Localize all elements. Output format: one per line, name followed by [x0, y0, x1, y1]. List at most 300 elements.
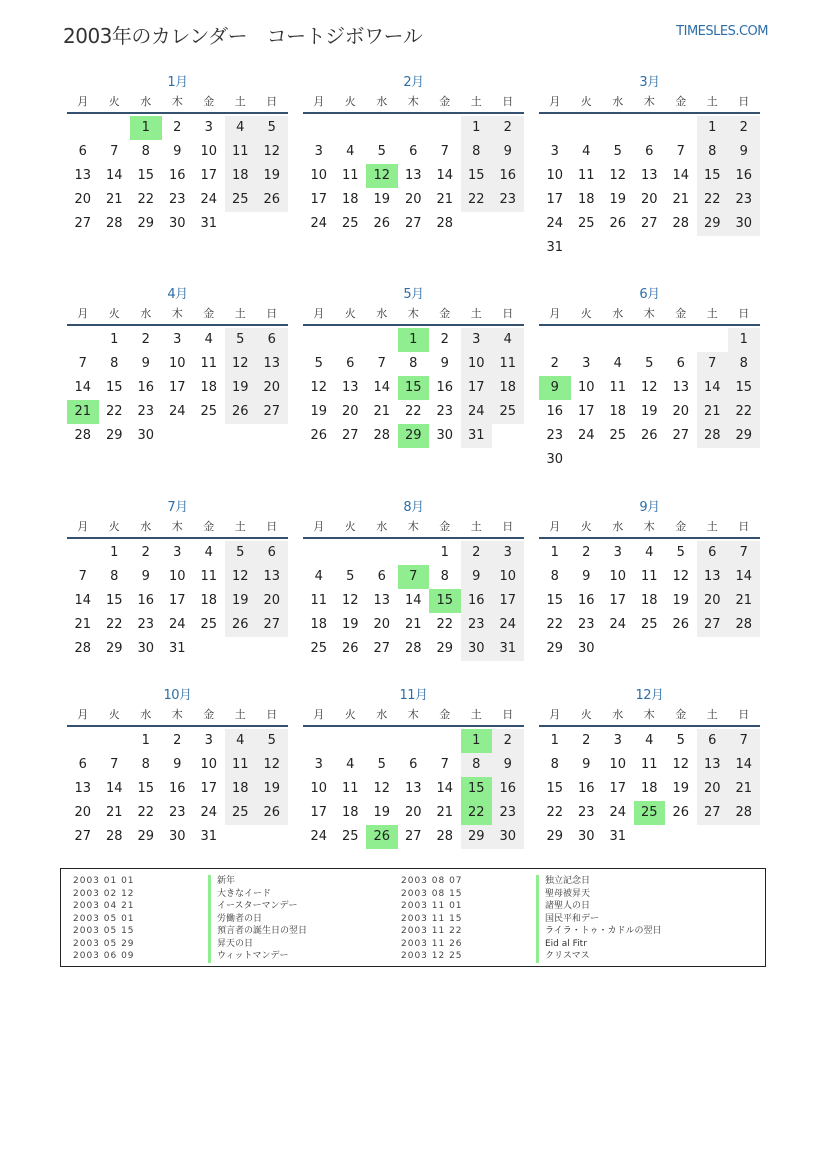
weekday-label: 土 [234, 708, 246, 721]
day-cell: 30 [137, 641, 155, 656]
day-grid [303, 541, 524, 661]
empty-cell [67, 541, 99, 565]
day-cell: 27 [373, 641, 391, 656]
holiday-date: 2003 06 09 [73, 951, 135, 961]
weekday-label: 日 [266, 95, 278, 108]
weekday-label: 月 [77, 708, 89, 721]
day-cell: 11 [310, 593, 328, 608]
empty-cell [366, 328, 398, 352]
weekday-label: 水 [376, 307, 388, 320]
day-cell: 20 [672, 404, 690, 419]
empty-cell [665, 328, 697, 352]
day-cell: 3 [492, 541, 524, 565]
day-cell: 2 [582, 733, 591, 748]
day-cell: 25 [200, 617, 218, 632]
month-calendar [539, 286, 760, 472]
day-cell: 19 [672, 593, 690, 608]
empty-cell [335, 328, 367, 352]
day-cell: 31 [168, 641, 186, 656]
day-cell: 26 [225, 613, 257, 637]
day-cell: 27 [640, 216, 658, 231]
empty-cell [99, 729, 131, 753]
day-cell: 23 [137, 404, 155, 419]
weekday-header [303, 517, 524, 539]
day-cell: 21 [728, 589, 760, 613]
weekday-label: 日 [738, 520, 750, 533]
day-cell: 5 [613, 144, 622, 159]
holiday-date: 2003 02 12 [73, 888, 135, 899]
day-cell: 18 [492, 376, 524, 400]
empty-cell [67, 729, 99, 753]
empty-cell [571, 116, 603, 140]
day-cell: 3 [461, 328, 493, 352]
day-cell: 1 [728, 328, 760, 352]
weekday-label: 水 [140, 708, 152, 721]
day-cell: 23 [546, 428, 564, 443]
day-cell: 24 [461, 400, 493, 424]
day-cell: 23 [461, 613, 493, 637]
day-cell: 4 [346, 757, 355, 772]
day-cell: 1 [110, 545, 119, 560]
empty-cell [429, 729, 461, 753]
holiday-day-cell: 21 [67, 400, 99, 424]
day-cell: 14 [373, 380, 391, 395]
day-cell: 20 [404, 805, 422, 820]
day-cell: 29 [546, 641, 564, 656]
weekday-label: 水 [140, 307, 152, 320]
day-cell: 15 [546, 593, 564, 608]
weekday-label: 日 [266, 520, 278, 533]
day-cell: 16 [577, 781, 595, 796]
holiday-legend-dates-right [401, 875, 463, 963]
day-cell: 17 [577, 404, 595, 419]
weekday-label: 金 [675, 307, 687, 320]
day-cell: 1 [110, 332, 119, 347]
month-calendar [303, 499, 524, 661]
day-cell: 12 [609, 168, 627, 183]
day-cell: 8 [461, 753, 493, 777]
day-cell: 30 [728, 212, 760, 236]
weekday-label: 月 [313, 307, 325, 320]
day-cell: 5 [225, 541, 257, 565]
weekday-label: 木 [171, 708, 183, 721]
day-cell: 27 [697, 801, 729, 825]
holiday-day-cell: 22 [461, 801, 493, 825]
weekday-label: 木 [407, 307, 419, 320]
day-cell: 7 [377, 356, 386, 371]
day-cell: 9 [141, 569, 150, 584]
weekday-header [67, 517, 288, 539]
holiday-date: 2003 11 22 [401, 926, 463, 936]
day-cell: 17 [310, 192, 328, 207]
day-cell: 22 [105, 617, 123, 632]
day-cell: 16 [137, 593, 155, 608]
day-cell: 21 [404, 617, 422, 632]
day-cell: 18 [200, 593, 218, 608]
day-cell: 27 [256, 613, 288, 637]
weekday-label: 土 [470, 95, 482, 108]
month-calendar [67, 687, 288, 849]
day-cell: 22 [404, 404, 422, 419]
day-cell: 17 [200, 781, 218, 796]
day-cell: 9 [461, 565, 493, 589]
empty-cell [303, 729, 335, 753]
day-cell: 24 [609, 805, 627, 820]
day-cell: 3 [173, 332, 182, 347]
day-cell: 5 [377, 144, 386, 159]
day-cell: 8 [550, 757, 559, 772]
month-name: 4月 [167, 287, 188, 302]
day-cell: 13 [672, 380, 690, 395]
day-cell: 7 [728, 541, 760, 565]
day-cell: 7 [440, 757, 449, 772]
day-cell: 17 [168, 593, 186, 608]
day-cell: 26 [341, 641, 359, 656]
weekday-label: 土 [706, 520, 718, 533]
day-cell: 4 [613, 356, 622, 371]
day-cell: 15 [105, 593, 123, 608]
day-cell: 20 [74, 805, 92, 820]
empty-cell [429, 116, 461, 140]
month-name: 6月 [639, 287, 660, 302]
empty-cell [366, 541, 398, 565]
day-cell: 19 [609, 192, 627, 207]
day-cell: 25 [200, 404, 218, 419]
day-cell: 30 [137, 428, 155, 443]
day-cell: 6 [256, 328, 288, 352]
day-cell: 5 [256, 116, 288, 140]
day-cell: 28 [436, 216, 454, 231]
day-cell: 25 [492, 400, 524, 424]
day-cell: 25 [341, 829, 359, 844]
day-cell: 6 [256, 541, 288, 565]
day-cell: 24 [492, 613, 524, 637]
weekday-label: 火 [108, 708, 120, 721]
day-cell: 23 [577, 805, 595, 820]
day-cell: 30 [461, 637, 493, 661]
day-cell: 4 [346, 144, 355, 159]
day-cell: 20 [404, 192, 422, 207]
day-cell: 18 [640, 593, 658, 608]
month-calendar [303, 286, 524, 448]
day-cell: 27 [341, 428, 359, 443]
holiday-name: 大きなイード [208, 888, 307, 901]
day-cell: 27 [74, 829, 92, 844]
month-calendar [67, 499, 288, 661]
month-calendar [539, 74, 760, 260]
day-cell: 13 [74, 168, 92, 183]
day-cell: 17 [546, 192, 564, 207]
day-cell: 22 [436, 617, 454, 632]
weekday-label: 土 [706, 708, 718, 721]
day-cell: 8 [697, 140, 729, 164]
day-cell: 2 [728, 116, 760, 140]
day-cell: 26 [310, 428, 328, 443]
day-cell: 28 [728, 613, 760, 637]
weekday-label: 金 [439, 708, 451, 721]
day-cell: 14 [404, 593, 422, 608]
day-cell: 14 [436, 781, 454, 796]
weekday-label: 水 [612, 520, 624, 533]
empty-cell [571, 328, 603, 352]
day-cell: 19 [225, 589, 257, 613]
day-cell: 31 [609, 829, 627, 844]
month-name: 3月 [639, 75, 660, 90]
weekday-header [67, 304, 288, 326]
day-cell: 22 [728, 400, 760, 424]
day-cell: 25 [225, 801, 257, 825]
day-cell: 31 [492, 637, 524, 661]
day-cell: 23 [168, 805, 186, 820]
day-cell: 21 [436, 805, 454, 820]
month-name: 9月 [639, 500, 660, 515]
day-cell: 20 [74, 192, 92, 207]
day-cell: 12 [256, 753, 288, 777]
day-cell: 29 [546, 829, 564, 844]
weekday-label: 月 [313, 520, 325, 533]
day-cell: 22 [697, 188, 729, 212]
day-cell: 14 [728, 753, 760, 777]
holiday-day-cell: 15 [429, 589, 461, 613]
day-grid [539, 116, 760, 260]
holiday-date: 2003 12 25 [401, 951, 463, 961]
day-cell: 16 [577, 593, 595, 608]
month-calendar [539, 499, 760, 661]
day-cell: 9 [492, 140, 524, 164]
weekday-label: 火 [344, 307, 356, 320]
weekday-label: 日 [738, 95, 750, 108]
day-cell: 15 [137, 168, 155, 183]
weekday-label: 月 [549, 95, 561, 108]
weekday-label: 火 [580, 708, 592, 721]
holiday-date: 2003 11 01 [401, 901, 463, 911]
month-calendar [67, 286, 288, 448]
day-cell: 29 [105, 641, 123, 656]
day-cell: 4 [225, 116, 257, 140]
day-cell: 7 [78, 569, 87, 584]
weekday-label: 日 [502, 520, 514, 533]
weekday-header [539, 705, 760, 727]
day-cell: 25 [310, 641, 328, 656]
day-cell: 29 [105, 428, 123, 443]
empty-cell [602, 116, 634, 140]
day-cell: 15 [137, 781, 155, 796]
day-cell: 12 [256, 140, 288, 164]
day-cell: 30 [168, 216, 186, 231]
day-cell: 17 [200, 168, 218, 183]
day-cell: 8 [409, 356, 418, 371]
day-cell: 4 [314, 569, 323, 584]
day-cell: 12 [640, 380, 658, 395]
day-cell: 29 [436, 641, 454, 656]
day-cell: 4 [225, 729, 257, 753]
day-cell: 23 [492, 801, 524, 825]
day-cell: 12 [373, 781, 391, 796]
day-cell: 12 [310, 380, 328, 395]
day-cell: 2 [461, 541, 493, 565]
day-cell: 9 [582, 569, 591, 584]
day-cell: 21 [373, 404, 391, 419]
day-cell: 5 [377, 757, 386, 772]
day-cell: 26 [256, 188, 288, 212]
day-cell: 15 [105, 380, 123, 395]
day-cell: 20 [373, 617, 391, 632]
day-cell: 21 [672, 192, 690, 207]
page-title: 2003年のカレンダー コートジボワール [63, 24, 423, 48]
day-cell: 14 [728, 565, 760, 589]
day-cell: 27 [256, 400, 288, 424]
weekday-label: 月 [77, 520, 89, 533]
day-cell: 19 [672, 781, 690, 796]
day-cell: 28 [404, 641, 422, 656]
holiday-date: 2003 01 01 [73, 876, 135, 886]
day-cell: 10 [577, 380, 595, 395]
day-cell: 25 [225, 188, 257, 212]
empty-cell [539, 328, 571, 352]
day-cell: 19 [225, 376, 257, 400]
day-cell: 10 [168, 569, 186, 584]
holiday-legend-names-left [208, 875, 307, 963]
weekday-label: 土 [470, 708, 482, 721]
day-cell: 20 [341, 404, 359, 419]
day-cell: 10 [310, 781, 328, 796]
day-cell: 24 [200, 192, 218, 207]
day-cell: 21 [697, 400, 729, 424]
day-cell: 25 [640, 617, 658, 632]
weekday-label: 日 [266, 708, 278, 721]
day-cell: 22 [546, 805, 564, 820]
empty-cell [602, 328, 634, 352]
day-cell: 11 [577, 168, 595, 183]
day-cell: 18 [640, 781, 658, 796]
day-cell: 6 [645, 144, 654, 159]
holiday-name: クリスマス [536, 950, 662, 963]
day-cell: 23 [577, 617, 595, 632]
day-cell: 6 [409, 144, 418, 159]
weekday-label: 火 [108, 307, 120, 320]
empty-cell [303, 541, 335, 565]
day-cell: 1 [440, 545, 449, 560]
day-cell: 21 [74, 617, 92, 632]
weekday-label: 火 [108, 95, 120, 108]
weekday-label: 日 [502, 708, 514, 721]
day-cell: 1 [141, 733, 150, 748]
day-cell: 26 [225, 400, 257, 424]
day-cell: 8 [110, 569, 119, 584]
day-cell: 3 [314, 144, 323, 159]
weekday-label: 火 [344, 520, 356, 533]
day-cell: 17 [168, 380, 186, 395]
weekday-label: 木 [643, 520, 655, 533]
day-cell: 21 [105, 805, 123, 820]
day-cell: 29 [697, 212, 729, 236]
empty-cell [634, 116, 666, 140]
weekday-label: 木 [643, 708, 655, 721]
day-cell: 10 [200, 757, 218, 772]
day-cell: 27 [404, 829, 422, 844]
day-cell: 6 [346, 356, 355, 371]
weekday-label: 木 [171, 95, 183, 108]
day-cell: 14 [105, 781, 123, 796]
weekday-label: 金 [203, 708, 215, 721]
day-cell: 7 [110, 144, 119, 159]
weekday-label: 金 [439, 520, 451, 533]
holiday-name: 国民平和デー [536, 913, 662, 926]
empty-cell [398, 116, 430, 140]
day-cell: 18 [341, 192, 359, 207]
day-cell: 17 [492, 589, 524, 613]
day-cell: 8 [440, 569, 449, 584]
weekday-label: 月 [313, 708, 325, 721]
day-cell: 11 [225, 140, 257, 164]
day-cell: 3 [173, 545, 182, 560]
weekday-label: 水 [376, 95, 388, 108]
holiday-date: 2003 08 15 [401, 888, 463, 899]
day-cell: 1 [697, 116, 729, 140]
weekday-label: 土 [234, 520, 246, 533]
day-cell: 3 [613, 733, 622, 748]
holiday-name: 諸聖人の日 [536, 900, 662, 913]
day-cell: 17 [310, 805, 328, 820]
day-cell: 11 [200, 569, 218, 584]
day-cell: 28 [436, 829, 454, 844]
day-cell: 3 [550, 144, 559, 159]
day-cell: 29 [137, 829, 155, 844]
day-cell: 11 [492, 352, 524, 376]
day-cell: 16 [492, 777, 524, 801]
empty-cell [398, 729, 430, 753]
holiday-day-cell: 9 [539, 376, 571, 400]
day-cell: 24 [168, 617, 186, 632]
day-cell: 13 [697, 753, 729, 777]
day-cell: 17 [609, 781, 627, 796]
holiday-name: 預言者の誕生日の翌日 [208, 925, 307, 938]
weekday-header [303, 304, 524, 326]
holiday-day-cell: 25 [634, 801, 666, 825]
day-cell: 4 [492, 328, 524, 352]
day-cell: 26 [640, 428, 658, 443]
day-cell: 18 [609, 404, 627, 419]
day-cell: 24 [577, 428, 595, 443]
empty-cell [335, 116, 367, 140]
day-cell: 9 [141, 356, 150, 371]
day-cell: 7 [78, 356, 87, 371]
weekday-label: 火 [580, 520, 592, 533]
day-cell: 18 [310, 617, 328, 632]
day-grid [67, 541, 288, 661]
holiday-name: 聖母被昇天 [536, 888, 662, 901]
day-cell: 29 [461, 825, 493, 849]
day-cell: 20 [256, 589, 288, 613]
day-cell: 16 [436, 380, 454, 395]
site-brand-link[interactable]: TIMESLES.COM [676, 24, 768, 39]
weekday-header [539, 92, 760, 114]
day-cell: 16 [492, 164, 524, 188]
day-grid [67, 116, 288, 236]
day-cell: 22 [105, 404, 123, 419]
day-cell: 11 [609, 380, 627, 395]
day-cell: 24 [200, 805, 218, 820]
weekday-label: 水 [140, 520, 152, 533]
weekday-label: 水 [612, 307, 624, 320]
day-cell: 31 [200, 829, 218, 844]
day-cell: 1 [550, 733, 559, 748]
day-cell: 2 [492, 729, 524, 753]
day-cell: 6 [697, 729, 729, 753]
day-cell: 2 [550, 356, 559, 371]
day-cell: 10 [310, 168, 328, 183]
weekday-label: 土 [234, 307, 246, 320]
